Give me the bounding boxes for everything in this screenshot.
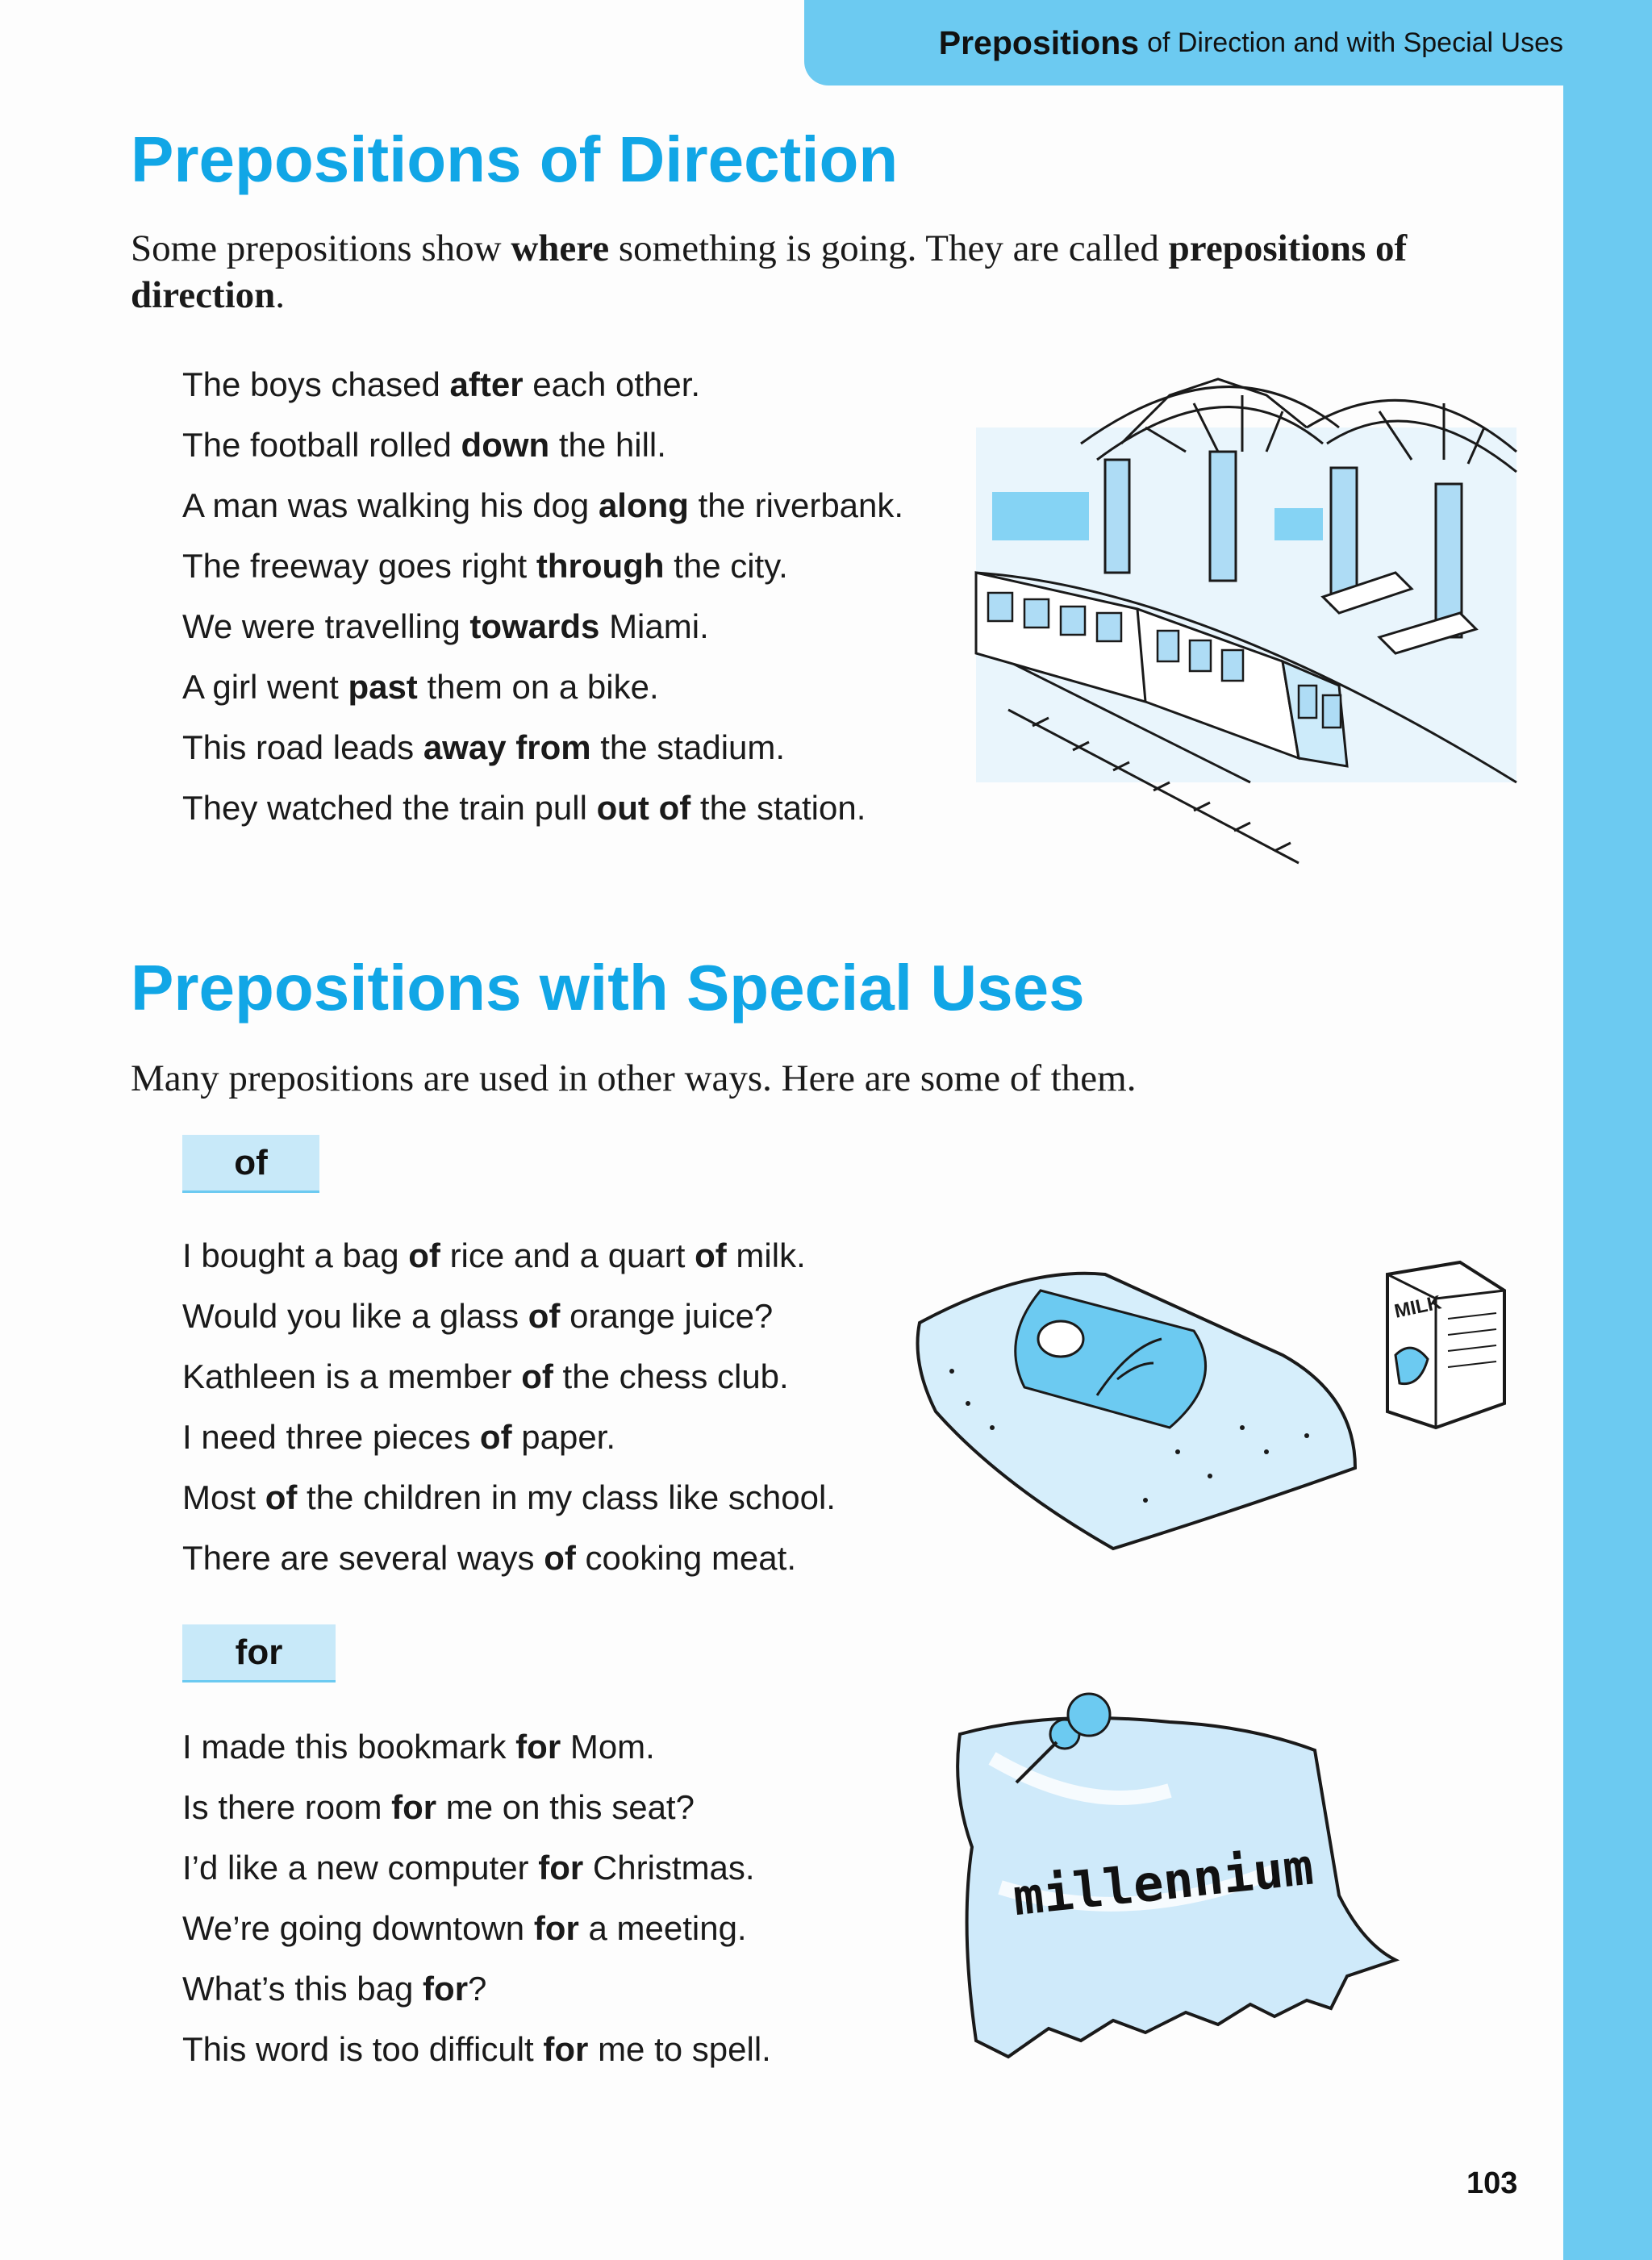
intro-bold: prepositions of direction [131,227,1408,316]
for-examples [182,1716,771,2079]
pinned-note-illustration [928,1686,1404,2081]
label-of: of [182,1135,319,1193]
example-sentence: We were travelling towards Miami. [182,607,709,645]
example-sentence: This road leads away from the stadium. [182,728,786,766]
example-sentence: The football rolled down the hill. [182,426,666,464]
example-sentence: A girl went past them on a bike. [182,668,659,706]
example-sentence: The boys chased after each other. [182,365,701,403]
running-header-strong: Prepositions [938,23,1140,61]
running-header [804,0,1611,85]
train-station-illustration [960,331,1525,879]
example-sentence: I bought a bag of rice and a quart of milk. [182,1236,806,1274]
direction-examples [182,354,903,838]
intro-text: Some prepositions show [131,227,511,269]
heading-prepositions-of-direction: Prepositions of Direction [131,123,899,195]
example-sentence: Would you like a glass of orange juice? [182,1297,774,1335]
example-sentence: This word is too difficult for me to spell. [182,2030,771,2068]
heading-prepositions-with-special-uses: Prepositions with Special Uses [131,952,1085,1024]
example-sentence: I made this bookmark for Mom. [182,1728,655,1766]
special-uses-intro: Many prepositions are used in other ways. Here are some of them. [131,1057,1137,1099]
side-color-band [1563,0,1652,2260]
example-sentence: Is there room for me on this seat? [182,1788,695,1826]
page-number: 103 [1466,2166,1518,2200]
direction-intro [131,225,1534,319]
example-sentence: There are several ways of cooking meat. [182,1539,796,1577]
milk-carton-label: MILK [1392,1291,1444,1323]
example-sentence: Most of the children in my class like school. [182,1478,836,1516]
example-sentence: Kathleen is a member of the chess club. [182,1357,789,1395]
example-sentence: I’d like a new computer for Christmas. [182,1849,755,1887]
example-sentence: The freeway goes right through the city. [182,547,788,585]
intro-text: . [275,274,286,316]
label-for: for [182,1624,336,1682]
example-sentence: What’s this bag for? [182,1970,487,2008]
example-sentence: I need three pieces of paper. [182,1418,616,1456]
rice-bag-and-milk-illustration [903,1242,1525,1557]
note-word: millennium [1010,1837,1316,1928]
intro-bold: where [511,227,610,269]
example-sentence: We’re going downtown for a meeting. [182,1909,747,1947]
example-sentence: They watched the train pull out of the station. [182,789,866,827]
intro-text: something is going. They are called [609,227,1169,269]
of-examples [182,1225,836,1588]
running-header-rest: of Direction and with Special Uses [1147,27,1563,58]
example-sentence: A man was walking his dog along the riverbank. [182,486,904,524]
